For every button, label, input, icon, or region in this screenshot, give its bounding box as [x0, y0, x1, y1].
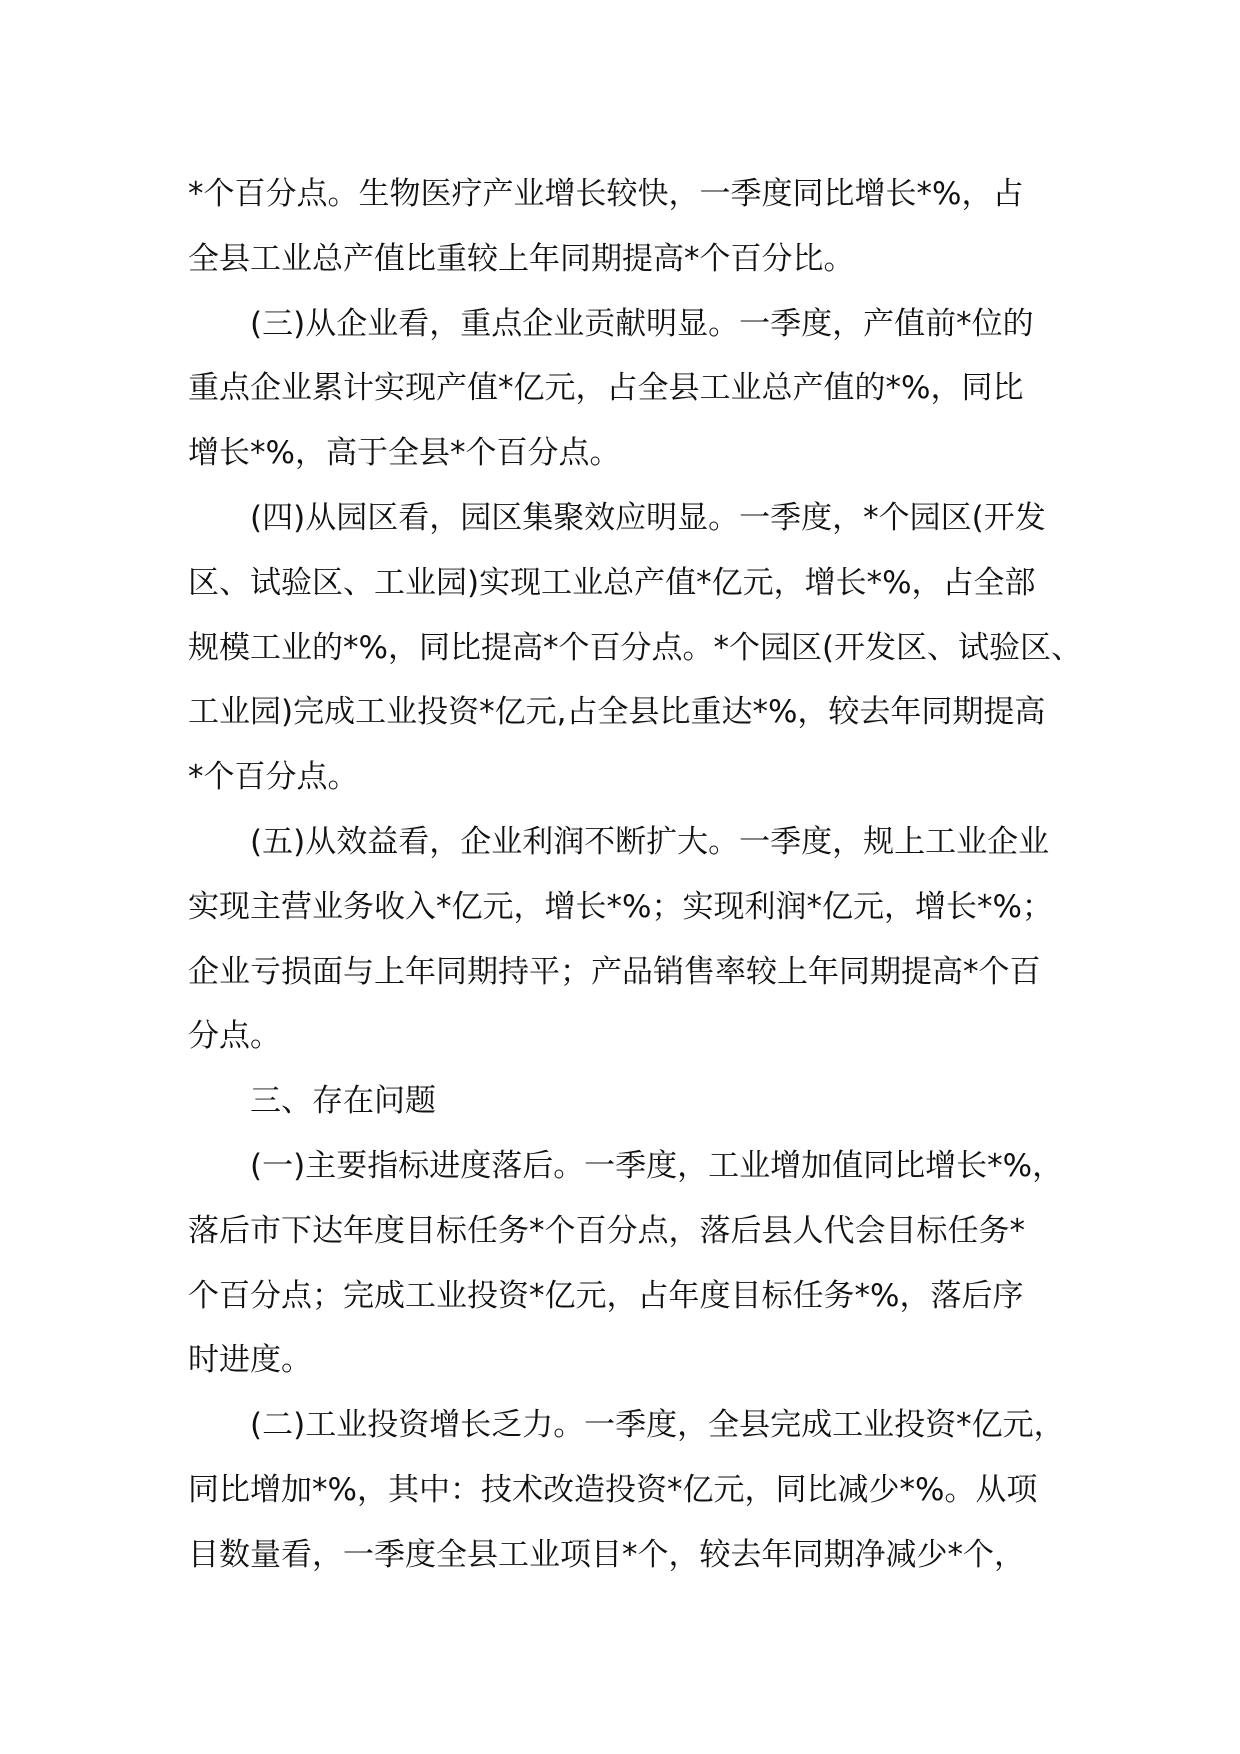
paragraph-park-start: (四)从园区看，园区集聚效应明显。一季度，*个园区(开发 [250, 499, 1046, 536]
text-line: 企业亏损面与上年同期持平；产品销售率较上年同期提高*个百 [188, 953, 1041, 990]
text-line: 工业园)完成工业投资*亿元,占全县比重达*%，较去年同期提高 [188, 694, 1046, 731]
text-line: 目数量看，一季度全县工业项目*个，较去年同期净减少*个， [188, 1536, 1025, 1573]
body-text [188, 162, 1083, 1588]
paragraph-indicators-start: (一)主要指标进度落后。一季度，工业增加值同比增长*%， [250, 1147, 1064, 1184]
text-line: 全县工业总产值比重较上年同期提高*个百分比。 [188, 240, 855, 277]
paragraph-investment-start: (二)工业投资增长乏力。一季度，全县完成工业投资*亿元， [250, 1407, 1065, 1444]
text-line: 实现主营业务收入*亿元，增长*%；实现利润*亿元，增长*%； [188, 888, 1053, 925]
text-line: 同比增加*%，其中：技术改造投资*亿元，同比减少*%。从项 [188, 1471, 1038, 1508]
text-line: 时进度。 [188, 1342, 312, 1379]
text-line: 增长*%，高于全县*个百分点。 [188, 435, 621, 472]
text-line: 区、试验区、工业园)实现工业总产值*亿元，增长*%，占全部 [188, 564, 1036, 601]
paragraph-benefit-start: (五)从效益看，企业利润不断扩大。一季度，规上工业企业 [250, 823, 1050, 860]
section-heading-problems: 三、存在问题 [250, 1083, 436, 1120]
paragraph-enterprise-start: (三)从企业看，重点企业贡献明显。一季度，产值前*位的 [250, 305, 1034, 342]
text-line: 分点。 [188, 1018, 281, 1055]
text-line: 重点企业累计实现产值*亿元，占全县工业总产值的*%，同比 [188, 370, 1024, 407]
text-line: 个百分点；完成工业投资*亿元，占年度目标任务*%，落后序 [188, 1277, 1024, 1314]
text-line-continuation: *个百分点。生物医疗产业增长较快，一季度同比增长*%，占 [188, 176, 1024, 212]
text-line: 规模工业的*%，同比提高*个百分点。*个园区(开发区、试验区、 [188, 629, 1083, 666]
text-line: 落后市下达年度目标任务*个百分点，落后县人代会目标任务* [188, 1212, 1025, 1249]
text-line: *个百分点。 [188, 759, 359, 796]
